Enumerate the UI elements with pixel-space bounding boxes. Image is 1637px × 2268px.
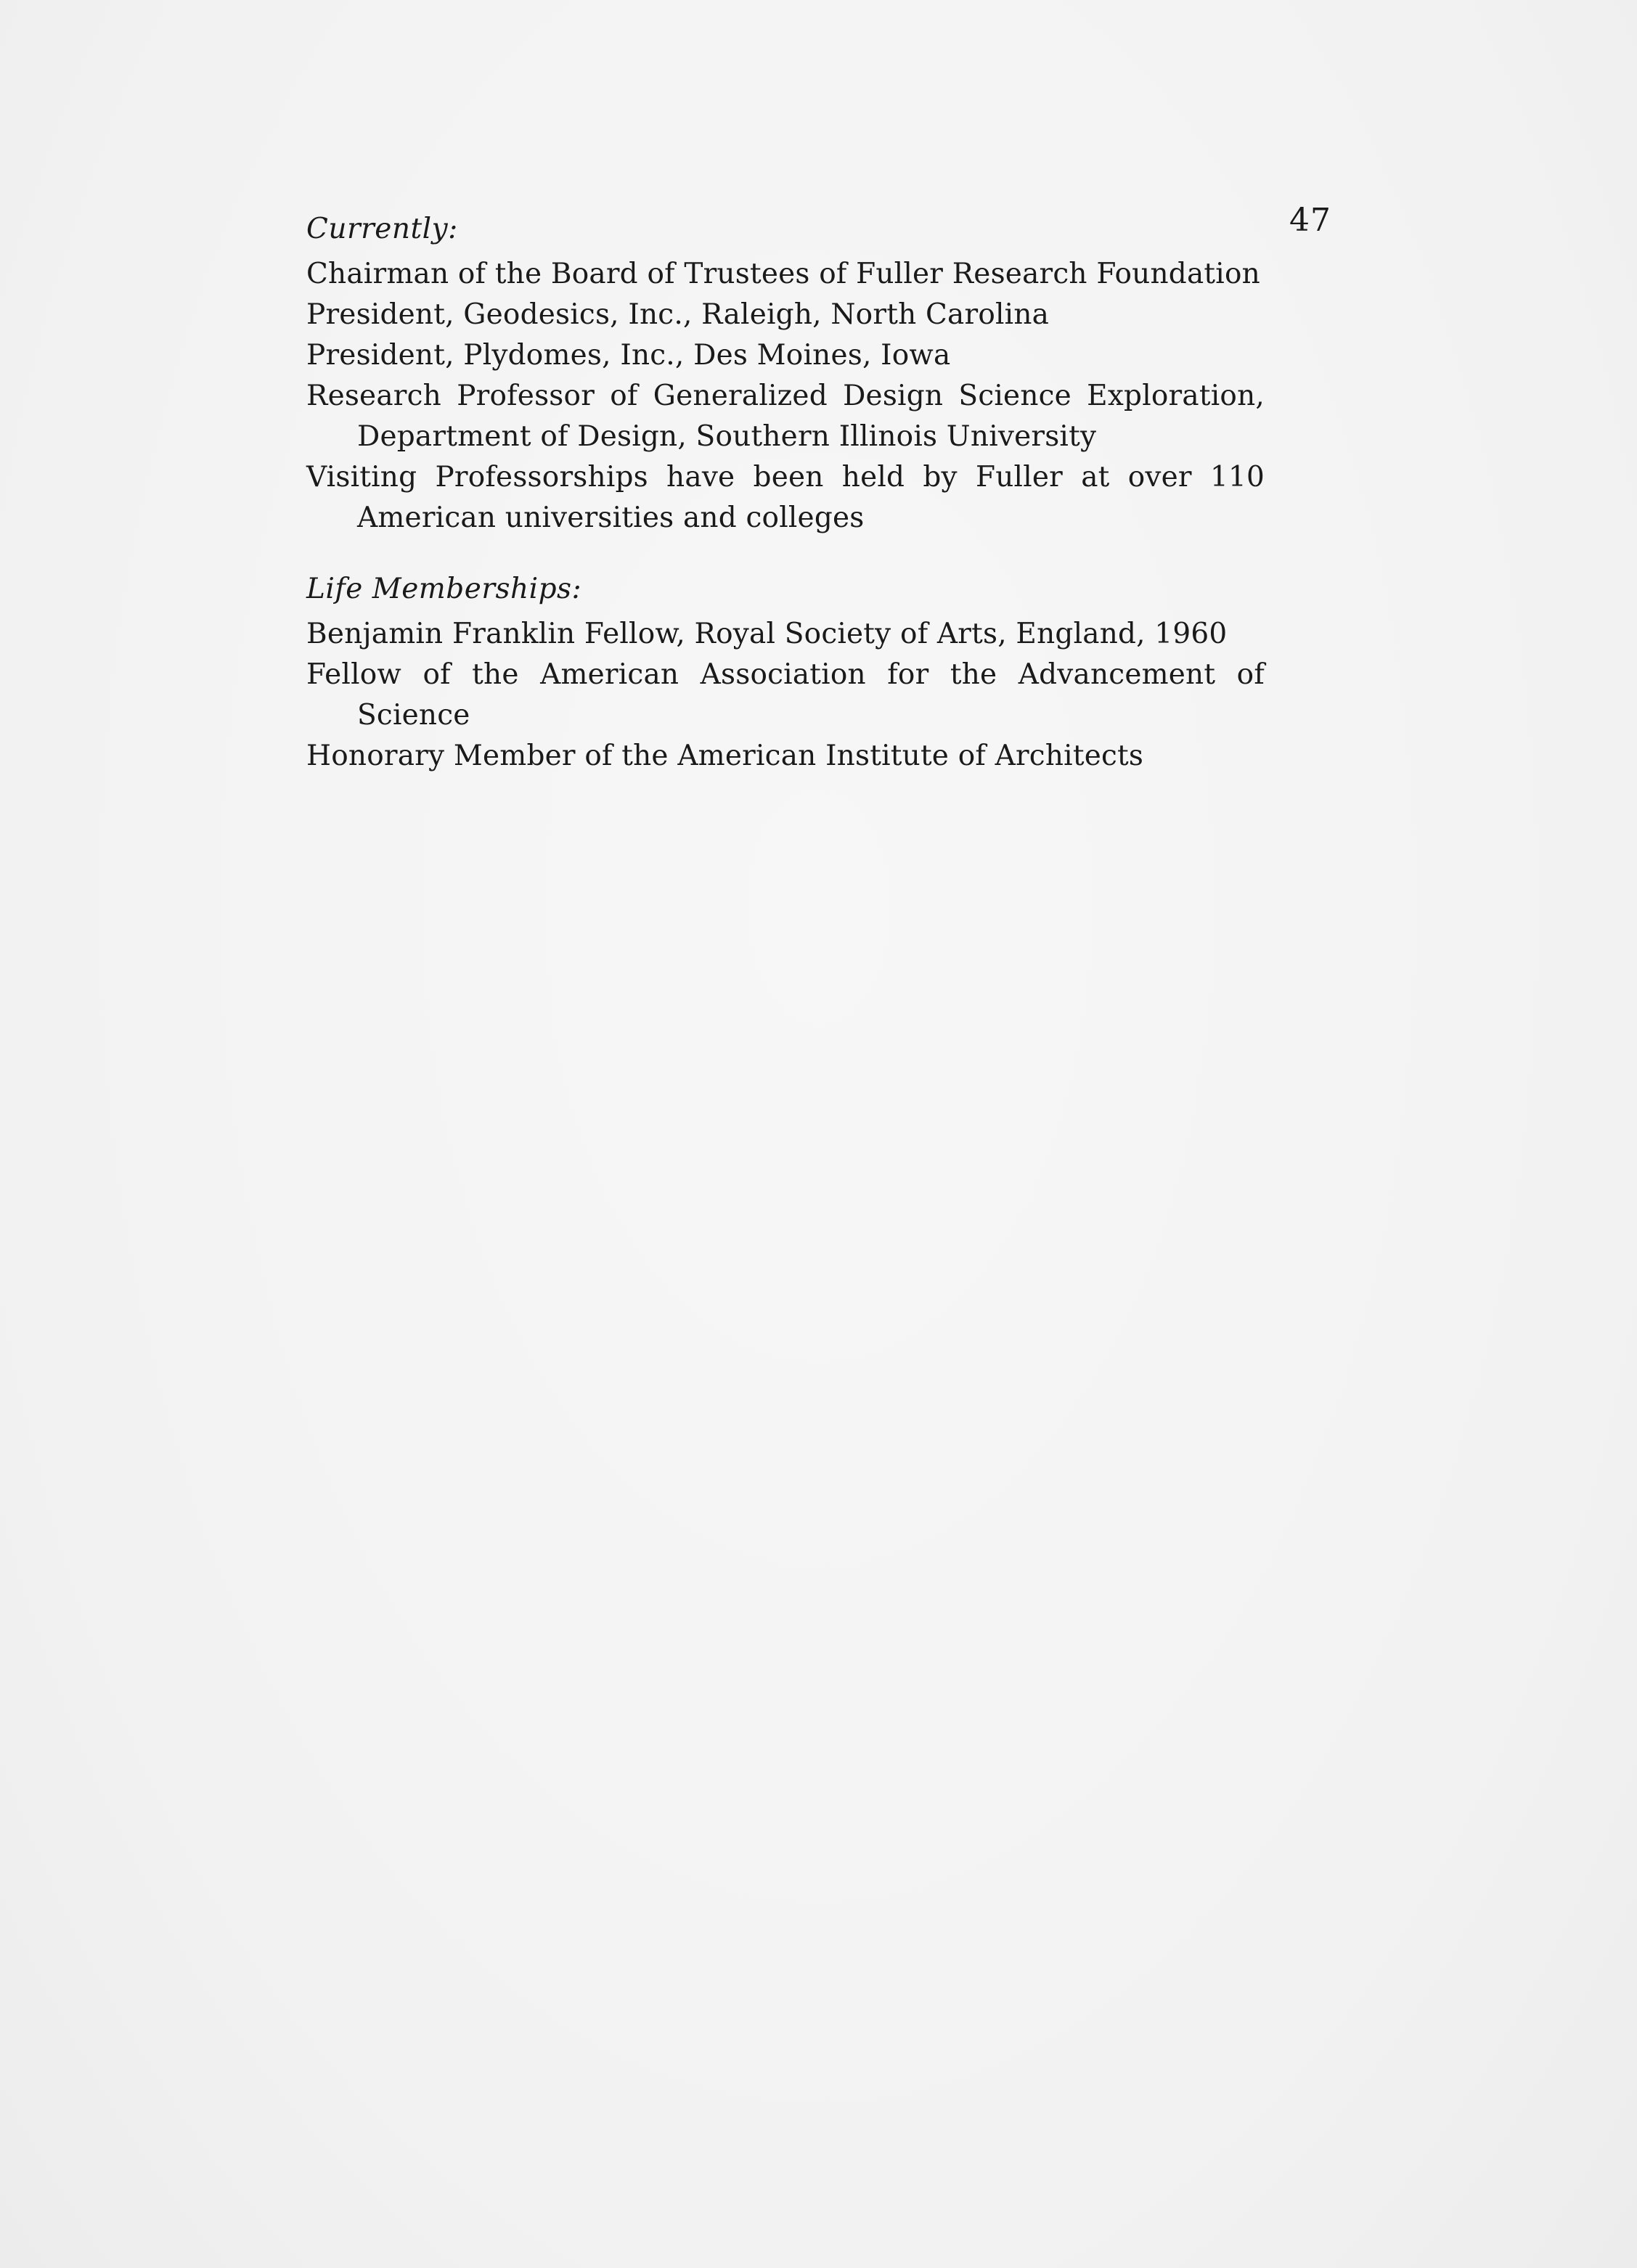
section-divider	[306, 539, 1265, 570]
section-heading-currently: Currently:	[306, 213, 458, 245]
currently-item: President, Plydomes, Inc., Des Moines, Iowa	[306, 339, 951, 372]
page-number: 47	[1289, 202, 1331, 239]
membership-item: Fellow of the American Association for the Advancement of Science	[306, 658, 1265, 732]
currently-item: Chairman of the Board of Trustees of Fuller Research Foundation	[306, 258, 1260, 290]
membership-item: Honorary Member of the American Institute of Architects	[306, 740, 1144, 772]
content-block	[306, 210, 1265, 777]
currently-item: Research Professor of Generalized Design Science Exploration, Department of Design, Southern Illinois University	[306, 380, 1265, 453]
section-life-memberships	[306, 570, 1265, 777]
currently-item: Visiting Professorships have been held by Fuller at over 110 American universities and colleges	[306, 461, 1265, 534]
membership-item: Benjamin Franklin Fellow, Royal Society of Arts, England, 1960	[306, 618, 1228, 650]
section-currently	[306, 210, 1265, 539]
section-heading-life-memberships: Life Memberships:	[306, 573, 582, 605]
currently-item: President, Geodesics, Inc., Raleigh, North Carolina	[306, 298, 1050, 331]
